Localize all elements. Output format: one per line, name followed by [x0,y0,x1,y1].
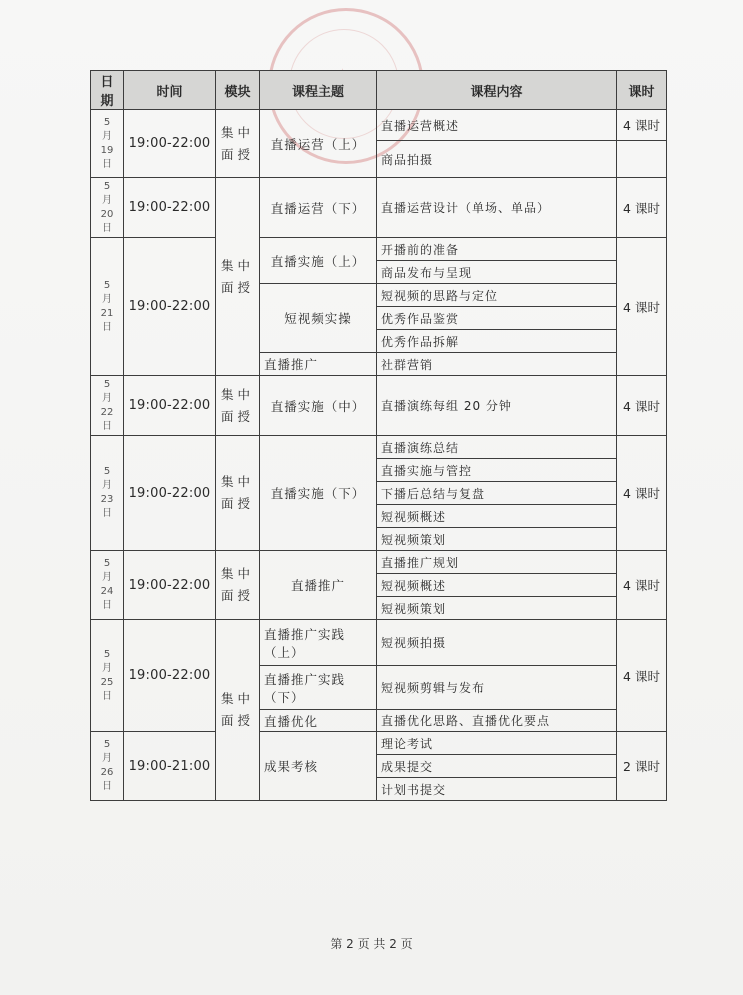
hours-cell: 4 课时 [617,620,667,732]
header-date: 日期 [91,71,124,110]
module-cell: 集中面授 [216,376,260,436]
date-cell: 5 月 25 日 [91,620,124,732]
header-hours: 课时 [617,71,667,110]
time-cell: 19:00-22:00 [124,620,216,732]
content-cell: 短视频剪辑与发布 [377,666,617,710]
topic-cell: 直播运营（下） [260,178,377,238]
schedule-table [90,70,667,801]
content-cell: 直播演练总结 [377,436,617,459]
table-row [91,620,667,666]
table-header-row [91,71,667,110]
content-cell: 直播实施与管控 [377,459,617,482]
topic-cell: 直播推广 [260,353,377,376]
date-cell: 5 月 22 日 [91,376,124,436]
content-cell: 计划书提交 [377,778,617,801]
content-cell: 优秀作品拆解 [377,330,617,353]
date-cell: 5 月 23 日 [91,436,124,551]
date-cell: 5 月 26 日 [91,732,124,801]
hours-cell: 4 课时 [617,178,667,238]
content-cell: 直播优化思路、直播优化要点 [377,710,617,732]
table-row [91,376,667,436]
module-cell: 集中面授 [216,178,260,376]
date-cell: 5 月 20 日 [91,178,124,238]
content-cell: 短视频概述 [377,505,617,528]
header-content: 课程内容 [377,71,617,110]
date-cell: 5 月 24 日 [91,551,124,620]
content-cell: 短视频策划 [377,597,617,620]
table-row [91,436,667,459]
content-cell: 商品发布与呈现 [377,261,617,284]
module-cell: 集中面授 [216,620,260,801]
table-row [91,238,667,261]
module-cell: 集中面授 [216,436,260,551]
topic-cell: 直播运营（上） [260,110,377,178]
content-cell: 理论考试 [377,732,617,755]
topic-cell: 直播实施（上） [260,238,377,284]
table-row [91,732,667,755]
topic-cell: 直播实施（中） [260,376,377,436]
content-cell: 直播演练每组 20 分钟 [377,376,617,436]
content-cell: 优秀作品鉴赏 [377,307,617,330]
content-cell: 短视频的思路与定位 [377,284,617,307]
header-module: 模块 [216,71,260,110]
table-row [91,110,667,141]
hours-cell: 4 课时 [617,238,667,376]
hours-cell-empty [617,141,667,178]
time-cell: 19:00-22:00 [124,238,216,376]
content-cell: 直播运营概述 [377,110,617,141]
hours-cell: 4 课时 [617,436,667,551]
content-cell: 开播前的准备 [377,238,617,261]
time-cell: 19:00-22:00 [124,436,216,551]
header-topic: 课程主题 [260,71,377,110]
table-row [91,178,667,238]
topic-cell: 直播推广 [260,551,377,620]
content-cell: 下播后总结与复盘 [377,482,617,505]
module-cell: 集中面授 [216,110,260,178]
content-cell: 直播推广规划 [377,551,617,574]
page-footer: 第 2 页 共 2 页 [330,937,413,951]
content-cell: 成果提交 [377,755,617,778]
topic-cell: 短视频实操 [260,284,377,353]
content-cell: 直播运营设计（单场、单品） [377,178,617,238]
hours-cell: 4 课时 [617,376,667,436]
hours-cell: 4 课时 [617,551,667,620]
table-row [91,551,667,574]
time-cell: 19:00-22:00 [124,376,216,436]
content-cell: 社群营销 [377,353,617,376]
topic-cell: 直播优化 [260,710,377,732]
topic-cell: 直播推广实践（下） [260,666,377,710]
header-time: 时间 [124,71,216,110]
topic-cell: 成果考核 [260,732,377,801]
date-cell: 5 月 19 日 [91,110,124,178]
content-cell: 短视频策划 [377,528,617,551]
time-cell: 19:00-21:00 [124,732,216,801]
date-cell: 5 月 21 日 [91,238,124,376]
time-cell: 19:00-22:00 [124,110,216,178]
content-cell: 商品拍摄 [377,141,617,178]
topic-cell: 直播实施（下） [260,436,377,551]
hours-cell: 4 课时 [617,110,667,141]
time-cell: 19:00-22:00 [124,551,216,620]
module-cell: 集中面授 [216,551,260,620]
content-cell: 短视频概述 [377,574,617,597]
time-cell: 19:00-22:00 [124,178,216,238]
topic-cell: 直播推广实践（上） [260,620,377,666]
content-cell: 短视频拍摄 [377,620,617,666]
hours-cell: 2 课时 [617,732,667,801]
